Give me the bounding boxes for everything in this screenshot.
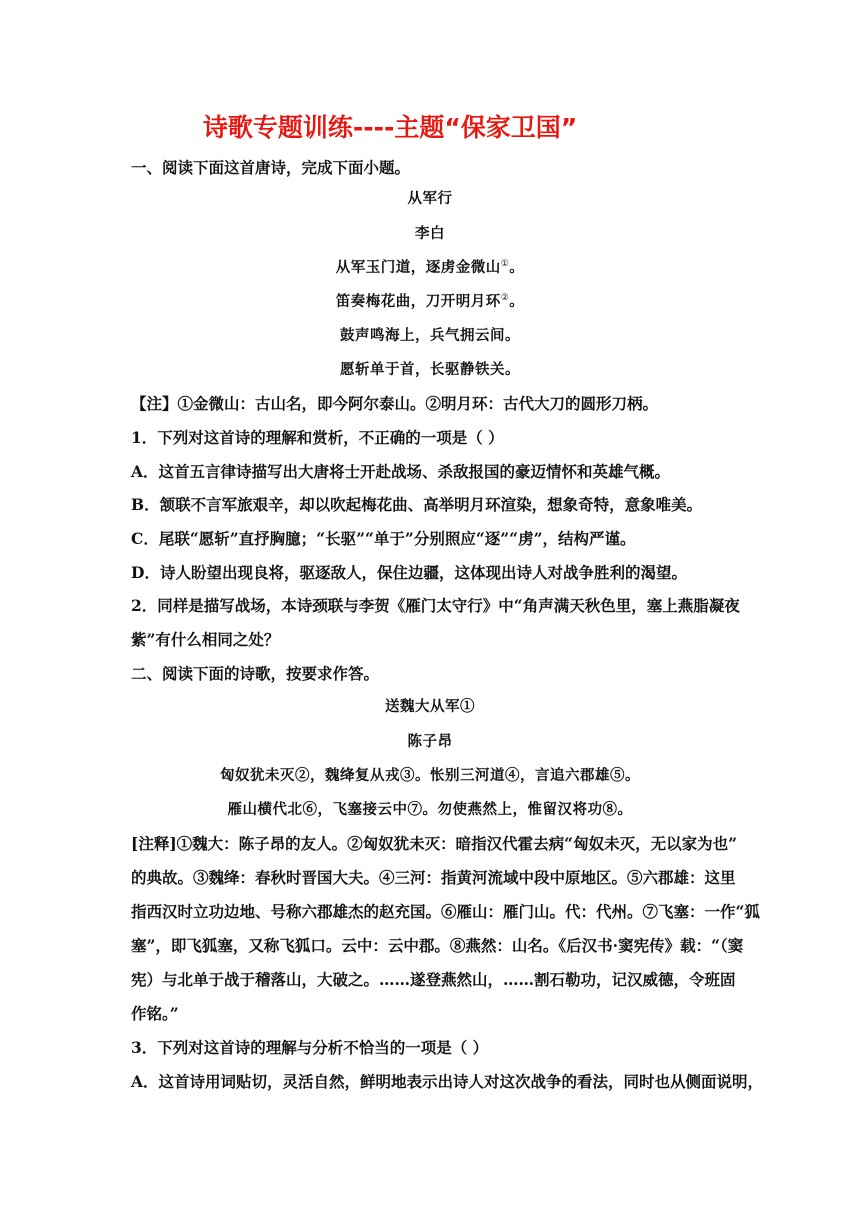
poem-2-author: 陈子昂: [407, 733, 453, 750]
section-2-heading: 二、阅读下面的诗歌，按要求作答。: [131, 664, 380, 683]
question-1-option-d: D．诗人盼望出现良将，驱逐敌人，保住边疆，这体现出诗人对战争胜利的渴望。: [131, 563, 687, 582]
poem-2-note-line-3: 指西汉时立功边地、号称六郡雄杰的赵充国。⑥雁山：雁门山。代：代州。⑦飞塞：一作“狐: [131, 902, 760, 921]
poem-2-note-line-5: 宪）与北单于战于稽落山，大破之。……遂登燕然山，……割石勒功，记汉威德，令班固: [131, 970, 736, 989]
poem-1-title: 从军行: [407, 190, 453, 207]
question-1-option-c: C．尾联“愿斩”直抒胸臆；“长驱”“单于”分别照应“逐”“虏”，结构严谨。: [131, 529, 636, 548]
poem-2-note-line-4: 塞”，即飞狐塞，又称飞狐口。云中：云中郡。⑧燕然：山名。《后汉书·窦宪传》载：“（窦: [131, 936, 744, 955]
poem-2-title: 送魏大从军①: [385, 698, 475, 715]
poem-1-line-2: 笛奏梅花曲，刀开明月环②。: [335, 293, 525, 310]
poem-2-note-line-1: [注释]①魏大：陈子昂的友人。②匈奴犹未灭：暗指汉代霍去病“匈奴未灭，无以家为也”: [131, 834, 738, 853]
poem-2-line-1: 匈奴犹未灭②，魏绛复从戎③。怅别三河道④，言追六郡雄⑤。: [220, 767, 640, 784]
poem-2-note-line-6: 作铭。”: [131, 1004, 179, 1023]
poem-1-line-3: 鼓声鸣海上，兵气拥云间。: [340, 327, 520, 344]
question-2-line-1: 2．同样是描写战场，本诗颈联与李贺《雁门太守行》中“角声满天秋色里，塞上燕脂凝夜: [131, 596, 740, 615]
document-title: 诗歌专题训练----主题“保家卫国”: [202, 113, 578, 142]
question-3: 3．下列对这首诗的理解与分析不恰当的一项是（ ）: [131, 1038, 489, 1057]
poem-1-line-4: 愿斩单于首，长驱静铁关。: [340, 361, 520, 378]
question-1: 1．下列对这首诗的理解和赏析，不正确的一项是（ ）: [131, 428, 504, 447]
poem-1-line-1: 从军玉门道，逐虏金微山①。: [335, 259, 525, 276]
question-1-option-b: B．颔联不言军旅艰辛，却以吹起梅花曲、高举明月环渲染，想象奇特，意象唯美。: [131, 495, 703, 514]
question-2-line-2: 紫”有什么相同之处？: [131, 630, 280, 649]
question-3-option-a: A．这首诗用词贴切，灵活自然，鲜明地表示出诗人对这次战争的看法，同时也从侧面说明，: [131, 1072, 764, 1091]
poem-1-note: 【注】①金微山：古山名，即今阿尔泰山。②明月环：古代大刀的圆形刀柄。: [131, 394, 659, 413]
poem-1-author: 李白: [415, 225, 445, 242]
poem-2-note-line-2: 的典故。③魏绛：春秋时晋国大夫。④三河：指黄河流域中段中原地区。⑤六郡雄：这里: [131, 868, 736, 887]
section-1-heading: 一、阅读下面这首唐诗，完成下面小题。: [131, 158, 411, 177]
poem-2-line-2: 雁山横代北⑥，飞塞接云中⑦。勿使燕然上，惟留汉将功⑧。: [227, 801, 633, 818]
question-1-option-a: A．这首五言律诗描写出大唐将士开赴战场、杀敌报国的豪迈情怀和英雄气概。: [131, 462, 671, 481]
